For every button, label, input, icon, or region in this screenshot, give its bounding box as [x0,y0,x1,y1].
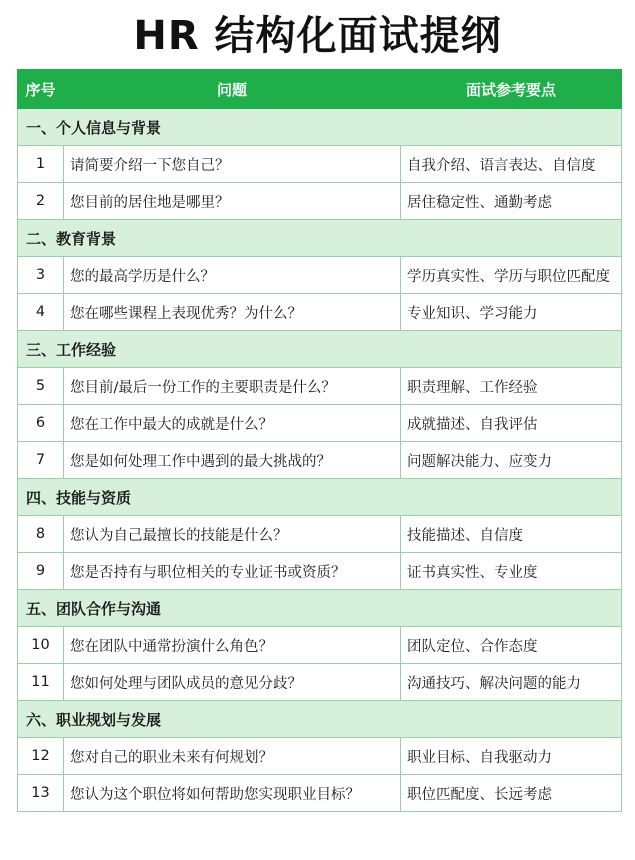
row-question: 您认为自己最擅长的技能是什么？ [64,516,401,553]
table-row [18,294,622,331]
section-row [18,590,622,627]
row-points: 学历真实性、学历与职位匹配度 [401,257,622,294]
row-number: 9 [18,553,64,590]
table-row [18,442,622,479]
table-row [18,664,622,701]
table-row [18,516,622,553]
row-points: 沟通技巧、解决问题的能力 [401,664,622,701]
interview-outline-table [17,69,622,812]
row-points: 职责理解、工作经验 [401,368,622,405]
row-points: 居住稳定性、通勤考虑 [401,183,622,220]
table-row [18,627,622,664]
section-label: 二、教育背景 [18,220,622,257]
row-question: 您是如何处理工作中遇到的最大挑战的？ [64,442,401,479]
row-points: 团队定位、合作态度 [401,627,622,664]
header-question: 问题 [64,70,401,109]
row-number: 5 [18,368,64,405]
row-question: 您目前/最后一份工作的主要职责是什么？ [64,368,401,405]
row-question: 您在工作中最大的成就是什么？ [64,405,401,442]
section-label: 四、技能与资质 [18,479,622,516]
table-row [18,738,622,775]
row-number: 10 [18,627,64,664]
section-row [18,331,622,368]
row-question: 请简要介绍一下您自己？ [64,146,401,183]
row-number: 11 [18,664,64,701]
row-question: 您在团队中通常扮演什么角色？ [64,627,401,664]
row-number: 1 [18,146,64,183]
row-points: 职位匹配度、长远考虑 [401,775,622,812]
row-points: 成就描述、自我评估 [401,405,622,442]
section-label: 五、团队合作与沟通 [18,590,622,627]
table-row [18,183,622,220]
section-label: 六、职业规划与发展 [18,701,622,738]
row-points: 问题解决能力、应变力 [401,442,622,479]
header-num: 序号 [18,70,64,109]
row-question: 您目前的居住地是哪里？ [64,183,401,220]
row-number: 3 [18,257,64,294]
row-question: 您如何处理与团队成员的意见分歧？ [64,664,401,701]
section-row [18,109,622,146]
row-number: 2 [18,183,64,220]
table-row [18,775,622,812]
table-row [18,368,622,405]
row-question: 您在哪些课程上表现优秀？为什么？ [64,294,401,331]
row-question: 您是否持有与职位相关的专业证书或资质？ [64,553,401,590]
section-row [18,701,622,738]
row-question: 您对自己的职业未来有何规划？ [64,738,401,775]
row-points: 技能描述、自信度 [401,516,622,553]
table-body [18,109,622,812]
row-points: 自我介绍、语言表达、自信度 [401,146,622,183]
table-row [18,257,622,294]
section-row [18,220,622,257]
row-number: 7 [18,442,64,479]
row-points: 证书真实性、专业度 [401,553,622,590]
section-label: 三、工作经验 [18,331,622,368]
row-points: 职业目标、自我驱动力 [401,738,622,775]
row-number: 13 [18,775,64,812]
row-points: 专业知识、学习能力 [401,294,622,331]
row-question: 您认为这个职位将如何帮助您实现职业目标？ [64,775,401,812]
page-title: HR 结构化面试提纲 [133,13,502,59]
row-number: 12 [18,738,64,775]
header-points: 面试参考要点 [401,70,622,109]
table-row [18,405,622,442]
table-row [18,553,622,590]
section-label: 一、个人信息与背景 [18,109,622,146]
table-header-row [18,70,622,109]
row-number: 8 [18,516,64,553]
row-question: 您的最高学历是什么？ [64,257,401,294]
section-row [18,479,622,516]
row-number: 4 [18,294,64,331]
row-number: 6 [18,405,64,442]
table-row [18,146,622,183]
